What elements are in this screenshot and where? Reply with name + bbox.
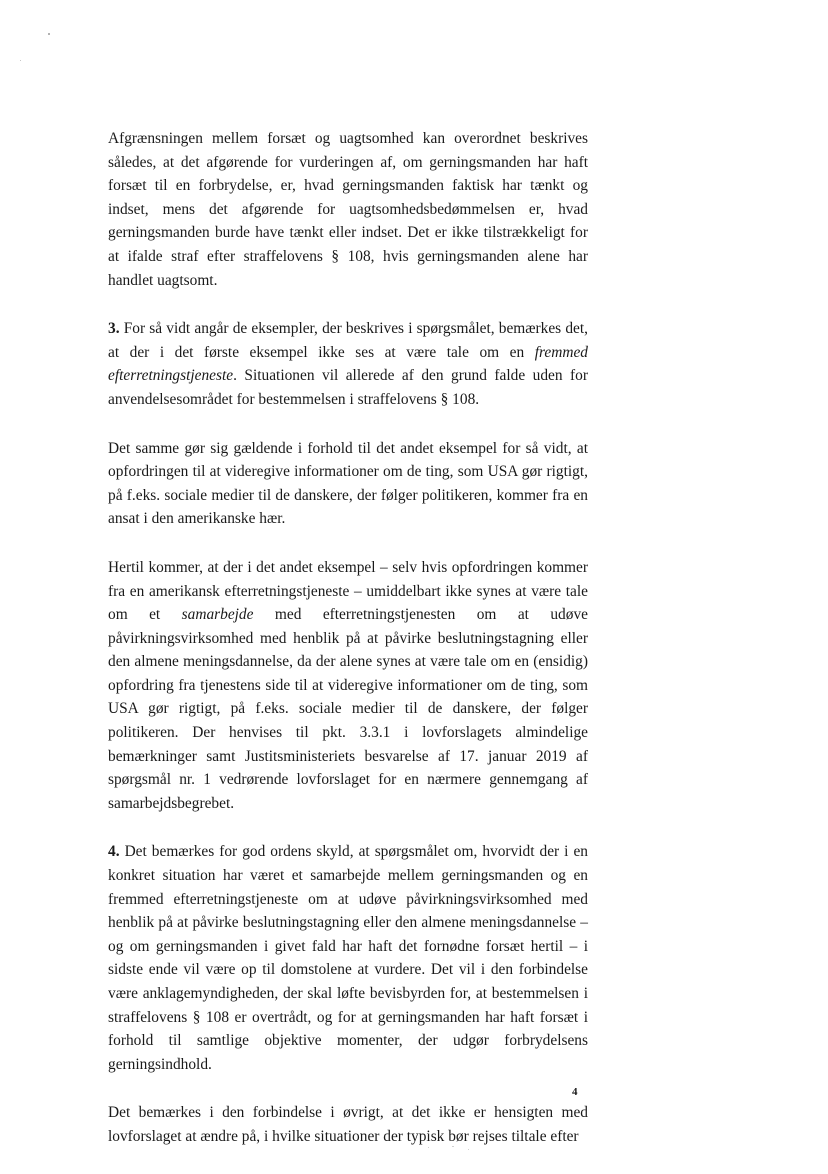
- paragraph-text: For så vidt angår de eksempler, der beskrives i spørgsmålet, bemærkes det, at der i det første eksempel ikke ses at være tale om en: [108, 320, 588, 361]
- paragraph: [108, 556, 588, 816]
- scan-speck: [48, 33, 50, 35]
- scan-speck: [20, 60, 21, 61]
- paragraph-text: med efterretningstjenesten om at udøve påvirkningsvirksomhed med henblik på at påvirke beslutningstagning eller den almene meningsdannelse, da der alene synes at være tale om en (ensidig) opfordring fra tjenestens side til at videregive informationer om de ting, som USA gør rigtigt, på f.eks. sociale medier til de danskere, der følger politikeren. Der henvises til pkt. 3.3.1 i lovforslagets almindelige bemærkninger samt Justitsministeriets besvarelse af 17. januar 2019 af spørgsmål nr. 1 vedrørende lovforslaget for en nærmere gennemgang af samarbejdsbegrebet.: [108, 606, 588, 812]
- paragraph: [108, 1101, 588, 1148]
- emphasized-text: samarbejde: [181, 606, 254, 624]
- section-number: 4.: [108, 843, 120, 861]
- document-body: [108, 127, 588, 1174]
- emphasized-text: fremmed efterretningstjeneste: [108, 343, 588, 385]
- paragraph-text: Det bemærkes for god ordens skyld, at spørgsmålet om, hvorvidt der i en konkret situation har været et samarbejde mellem gerningsmanden og en fremmed efterretningstjeneste om at udøve påvirkningsvirksomhed med henblik på at påvirke beslutningstagning eller den almene meningsdannelse – og om gerningsmanden i givet fald har haft det fornødne forsæt hertil – i sidste ende vil være op til domstolene at vurdere. Det vil i den forbindelse være anklagemyndigheden, der skal løfte bevisbyrden for, at bestemmelsen i straffelovens § 108 er overtrådt, og for at gerningsmanden har haft forsæt i forhold til samtlige objektive momenter, der udgør forbrydelsens gerningsindhold.: [108, 843, 588, 1073]
- paragraph-text: Afgrænsningen mellem forsæt og uagtsomhed kan overordnet beskrives således, at det afgørende for vurderingen af, om gerningsmanden har haft forsæt til en forbrydelse, er, hvad gerningsmanden faktisk har tænkt og indset, mens det afgørende for uagtsomhedsbedømmelsen er, hvad gerningsmanden burde have tænkt eller indset. Det er ikke tilstrækkeligt for at ifalde straf efter straffelovens § 108, hvis gerningsmanden alene har handlet uagtsomt.: [108, 130, 588, 289]
- section-number: 3.: [108, 320, 120, 338]
- paragraph: [108, 127, 588, 292]
- paragraph: [108, 437, 588, 531]
- paragraph-text: Det samme gør sig gældende i forhold til det andet eksempel for så vidt, at opfordringen til at videregive informationer om de ting, som USA gør rigtigt, på f.eks. sociale medier til de danskere, der følger politikeren, kommer fra en ansat i den amerikanske hær.: [108, 439, 588, 528]
- paragraph-text: . Situationen vil allerede af den grund falde uden for anvendelsesområdet for bestemmelsen i straffelovens § 108.: [108, 367, 588, 408]
- paragraph-section-4: [108, 840, 588, 1076]
- paragraph-text: Det bemærkes i den forbindelse i øvrigt, at det ikke er hensigten med lovforslaget at ændre på, i hvilke situationer der typisk bør rejses tiltale efter: [108, 1104, 588, 1145]
- paragraph-section-3: [108, 317, 588, 411]
- paragraph-text: Hertil kommer, at der i det andet eksempel – selv hvis opfordringen kommer fra en amerikansk efterretningstjeneste – umiddelbart ikke synes at være tale om et: [108, 558, 588, 624]
- page-number: 4: [572, 1086, 578, 1098]
